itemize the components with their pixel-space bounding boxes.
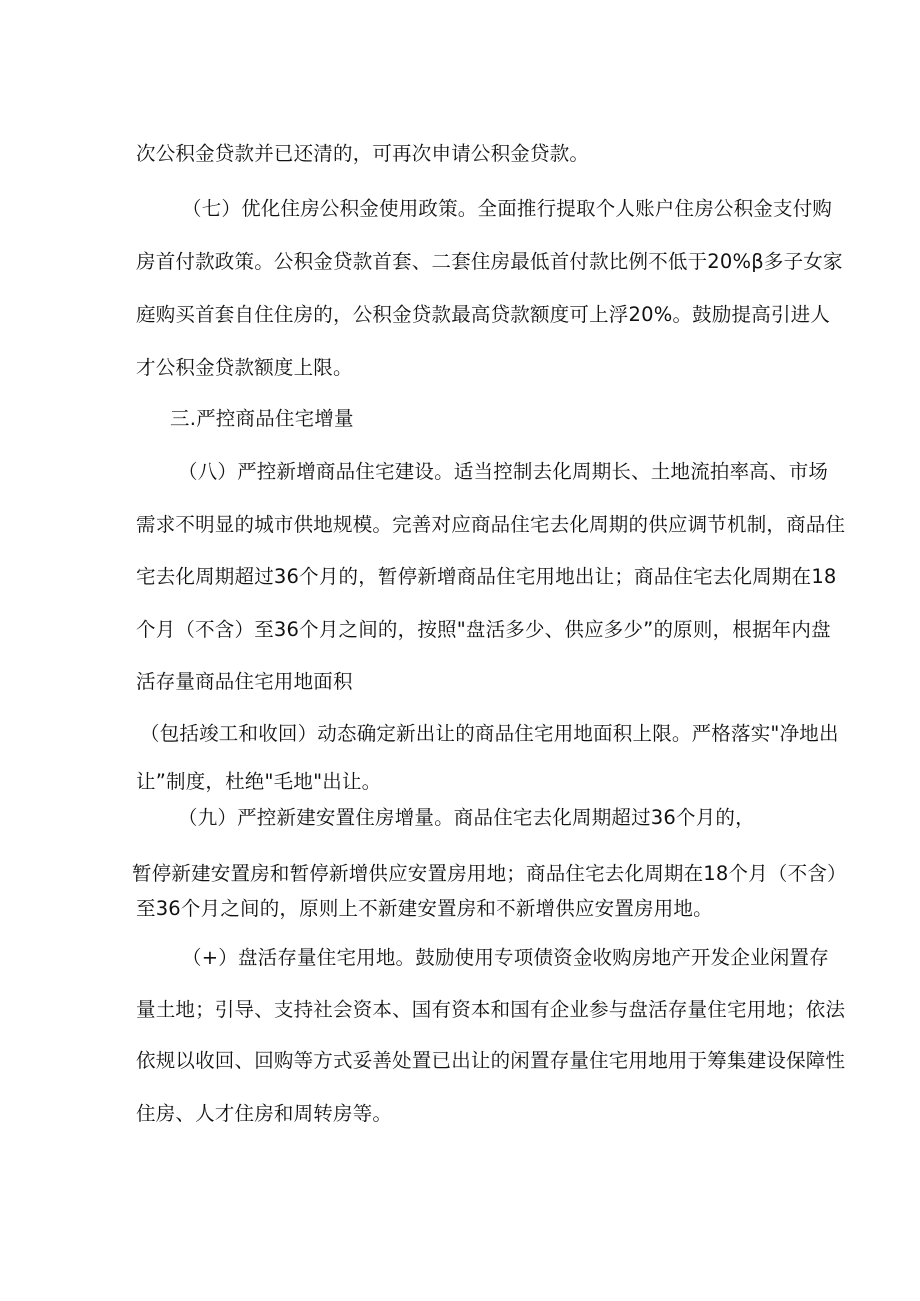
text-line: 量土地；引导、支持社会资本、国有资本和国有企业参与盘活存量住宅用地；依法 bbox=[136, 998, 846, 1021]
text-line: （七）优化住房公积金使用政策。全面推行提取个人账户住房公积金支付购 bbox=[182, 197, 833, 220]
section-heading: 三.严控商品住宅增量 bbox=[170, 407, 354, 430]
text-line: 需求不明显的城市供地规模。完善对应商品住宅去化周期的供应调节机制，商品住 bbox=[136, 513, 846, 536]
text-line: 暂停新建安置房和暂停新增供应安置房用地；商品住宅去化周期在18个月（不含） bbox=[132, 862, 847, 885]
text-line: 庭购买首套自住住房的，公积金贷款最高贷款额度可上浮20%。鼓励提高引进人 bbox=[136, 303, 831, 326]
text-line: 依规以收回、回购等方式妥善处置已出让的闲置存量住宅用地用于筹集建设保障性 bbox=[136, 1049, 846, 1072]
text-line: 宅去化周期超过36个月的，暂停新增商品住宅用地出让；商品住宅去化周期在18 bbox=[136, 565, 837, 588]
text-line: 个月（不含）至36个月之间的，按照"盘活多少、供应多少”的原则，根据年内盘 bbox=[136, 618, 831, 641]
text-line: 住房、人才住房和周转房等。 bbox=[136, 1102, 393, 1125]
text-line: 活存量商品住宅用地面积 bbox=[136, 670, 353, 693]
text-line: （九）严控新建安置住房增量。商品住宅去化周期超过36个月的， bbox=[178, 806, 755, 829]
text-line: 次公积金贷款并已还清的，可再次申请公积金贷款。 bbox=[136, 142, 590, 165]
text-line: 至36个月之间的，原则上不新建安置房和不新增供应安置房用地。 bbox=[136, 897, 713, 920]
text-line: （八）严控新增商品住宅建设。适当控制去化周期长、土地流拍率高、市场 bbox=[178, 460, 829, 483]
text-line: 让”制度，杜绝"毛地"出让。 bbox=[136, 770, 382, 793]
text-line: 才公积金贷款额度上限。 bbox=[136, 356, 353, 379]
text-line: （包括竣工和收回）动态确定新出让的商品住宅用地面积上限。严格落实"净地出 bbox=[140, 722, 839, 745]
text-line: （+）盘活存量住宅用地。鼓励使用专项债资金收购房地产开发企业闲置存 bbox=[182, 946, 829, 969]
text-line: 房首付款政策。公积金贷款首套、二套住房最低首付款比例不低于20%β多子女家 bbox=[136, 250, 843, 273]
